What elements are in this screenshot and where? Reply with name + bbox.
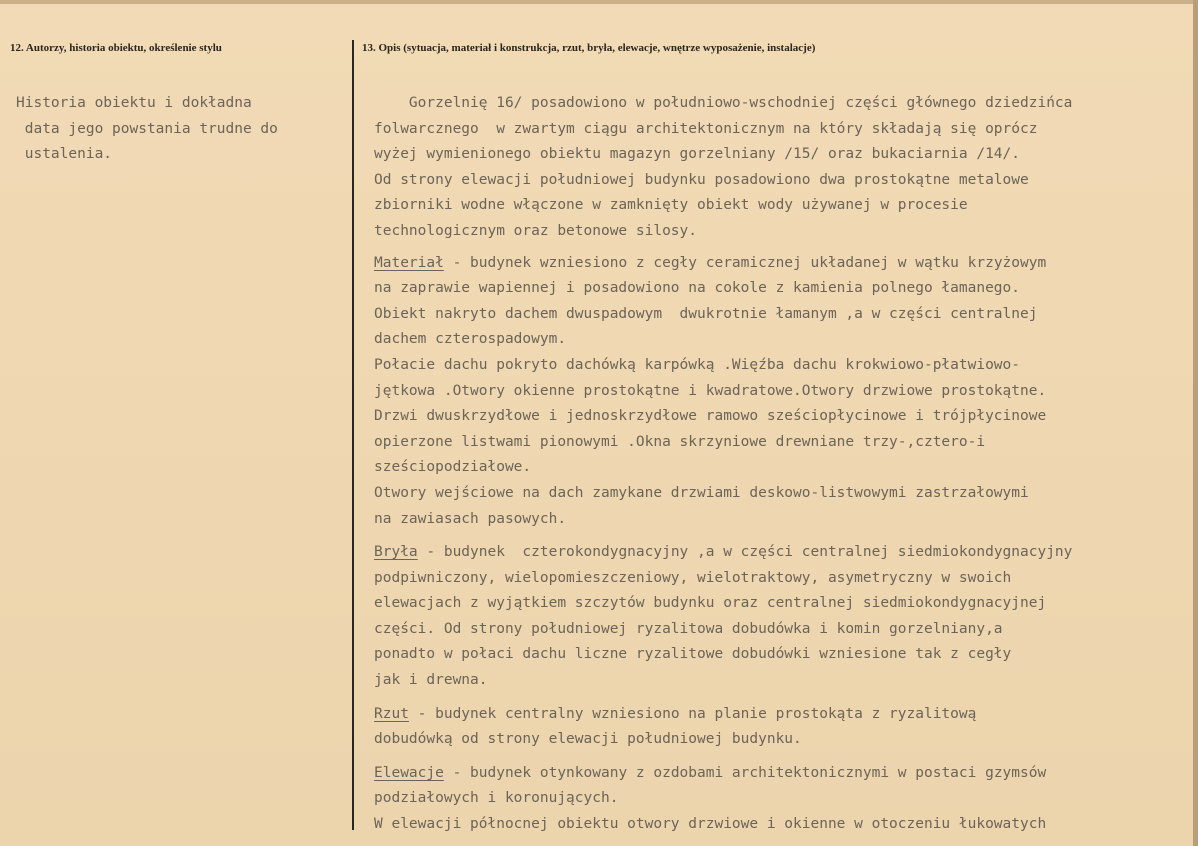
column-divider — [352, 40, 354, 830]
history-line: data jego powstania trudne do — [16, 120, 278, 137]
intro-line: Od strony elewacji południowej budynku posadowiono dwa prostokątne metalowe — [374, 171, 1029, 188]
material-line: opierzone listwami pionowymi .Okna skrzyniowe drewniane trzy-,cztero-i — [374, 433, 986, 450]
material-line: sześciopodziałowe. — [374, 459, 532, 476]
material-line: Drzwi dwuskrzydłowe i jednoskrzydłowe ramowo sześciopłycinowe i trójpłycinowe — [374, 408, 1047, 425]
material-line: jętkowa .Otwory okienne prostokątne i kwadratowe.Otwory drzwiowe prostokątne. — [374, 382, 1047, 399]
rzut-paragraph — [374, 702, 1194, 753]
header-description: 13. Opis (sytuacja, materiał i konstrukcja, rzut, bryła, elewacje, wnętrze wyposażenie, instalacje) — [362, 42, 816, 54]
rzut-heading: Rzut — [374, 705, 409, 722]
material-line: Połacie dachu pokryto dachówką karpówką .Więźba dachu krokwiowo-płatwiowo- — [374, 356, 1021, 373]
elewacje-line: W elewacji północnej obiektu otwory drzwiowe i okienne w otoczeniu łukowatych — [374, 816, 1047, 833]
bryla-line: części. Od strony południowej ryzalitowa dobudówka i komin gorzelniany,a — [374, 620, 1003, 637]
history-column — [16, 91, 278, 168]
rzut-first-line — [374, 702, 1194, 728]
elewacje-heading: Elewacje — [374, 764, 444, 781]
intro-paragraph — [374, 91, 1194, 245]
material-heading: Materiał — [374, 254, 444, 271]
rzut-first-text: - budynek centralny wzniesiono na planie prostokąta z ryzalitową — [408, 705, 977, 722]
elewacje-first-text: - budynek otynkowany z ozdobami architektonicznymi w postaci gzymsów — [443, 764, 1047, 781]
bryla-paragraph — [374, 540, 1194, 694]
bryla-line: podpiwniczony, wielopomieszczeniowy, wielotraktowy, asymetryczny w swoich — [374, 569, 1012, 586]
header-authors-history: 12. Autorzy, historia obiektu, określenie stylu — [10, 42, 222, 54]
intro-line: Gorzelnię 16/ posadowiono w południowo-wschodniej części głównego dziedzińca — [374, 95, 1073, 111]
elewacje-paragraph — [374, 761, 1194, 838]
bryla-line: jak i drewna. — [374, 672, 488, 689]
bryla-first-text: - budynek czterokondygnacyjny ,a w części centralnej siedmiokondygnacyjny — [417, 544, 1073, 561]
material-paragraph — [374, 251, 1194, 533]
history-line: Historia obiektu i dokładna — [16, 95, 252, 111]
elewacje-first-line — [374, 761, 1194, 787]
intro-line: wyżej wymienionego obiektu magazyn gorzelniany /15/ oraz bukaciarnia /14/. — [374, 146, 1021, 163]
material-line: na zaprawie wapiennej i posadowiono na cokole z kamienia polnego łamanego. — [374, 280, 1021, 297]
bryla-first-line — [374, 540, 1194, 566]
material-line: Otwory wejściowe na dach zamykane drzwiami deskowo-listwowymi zastrzałowymi — [374, 484, 1029, 501]
history-line: ustalenia. — [16, 146, 113, 163]
elewacje-line: podziałowych i koronujących. — [374, 790, 619, 807]
bryla-line: elewacjach z wyjątkiem szczytów budynku oraz centralnej siedmiokondygnacyjnej — [374, 595, 1047, 612]
paper-edge-top — [0, 0, 1198, 4]
rzut-line: dobudówką od strony elewacji południowej budynku. — [374, 731, 802, 748]
intro-line: folwarcznego w zwartym ciągu architektonicznym na który składają się oprócz — [374, 120, 1038, 137]
bryla-heading: Bryła — [374, 544, 418, 561]
material-first-line — [374, 251, 1194, 277]
intro-line: zbiorniki wodne włączone w zamknięty obiekt wody używanej w procesie — [374, 197, 968, 214]
intro-line: technologicznym oraz betonowe silosy. — [374, 222, 698, 239]
material-line: dachem czterospadowym. — [374, 331, 567, 348]
material-line: Obiekt nakryto dachem dwuspadowym dwukrotnie łamanym ,a w części centralnej — [374, 305, 1038, 322]
bryla-line: ponadto w połaci dachu liczne ryzalitowe dobudówki wzniesione tak z cegły — [374, 646, 1012, 663]
description-column — [374, 91, 1194, 838]
material-line: na zawiasach pasowych. — [374, 510, 567, 527]
material-first-text: - budynek wzniesiono z cegły ceramicznej układanej w wątku krzyżowym — [443, 254, 1047, 271]
